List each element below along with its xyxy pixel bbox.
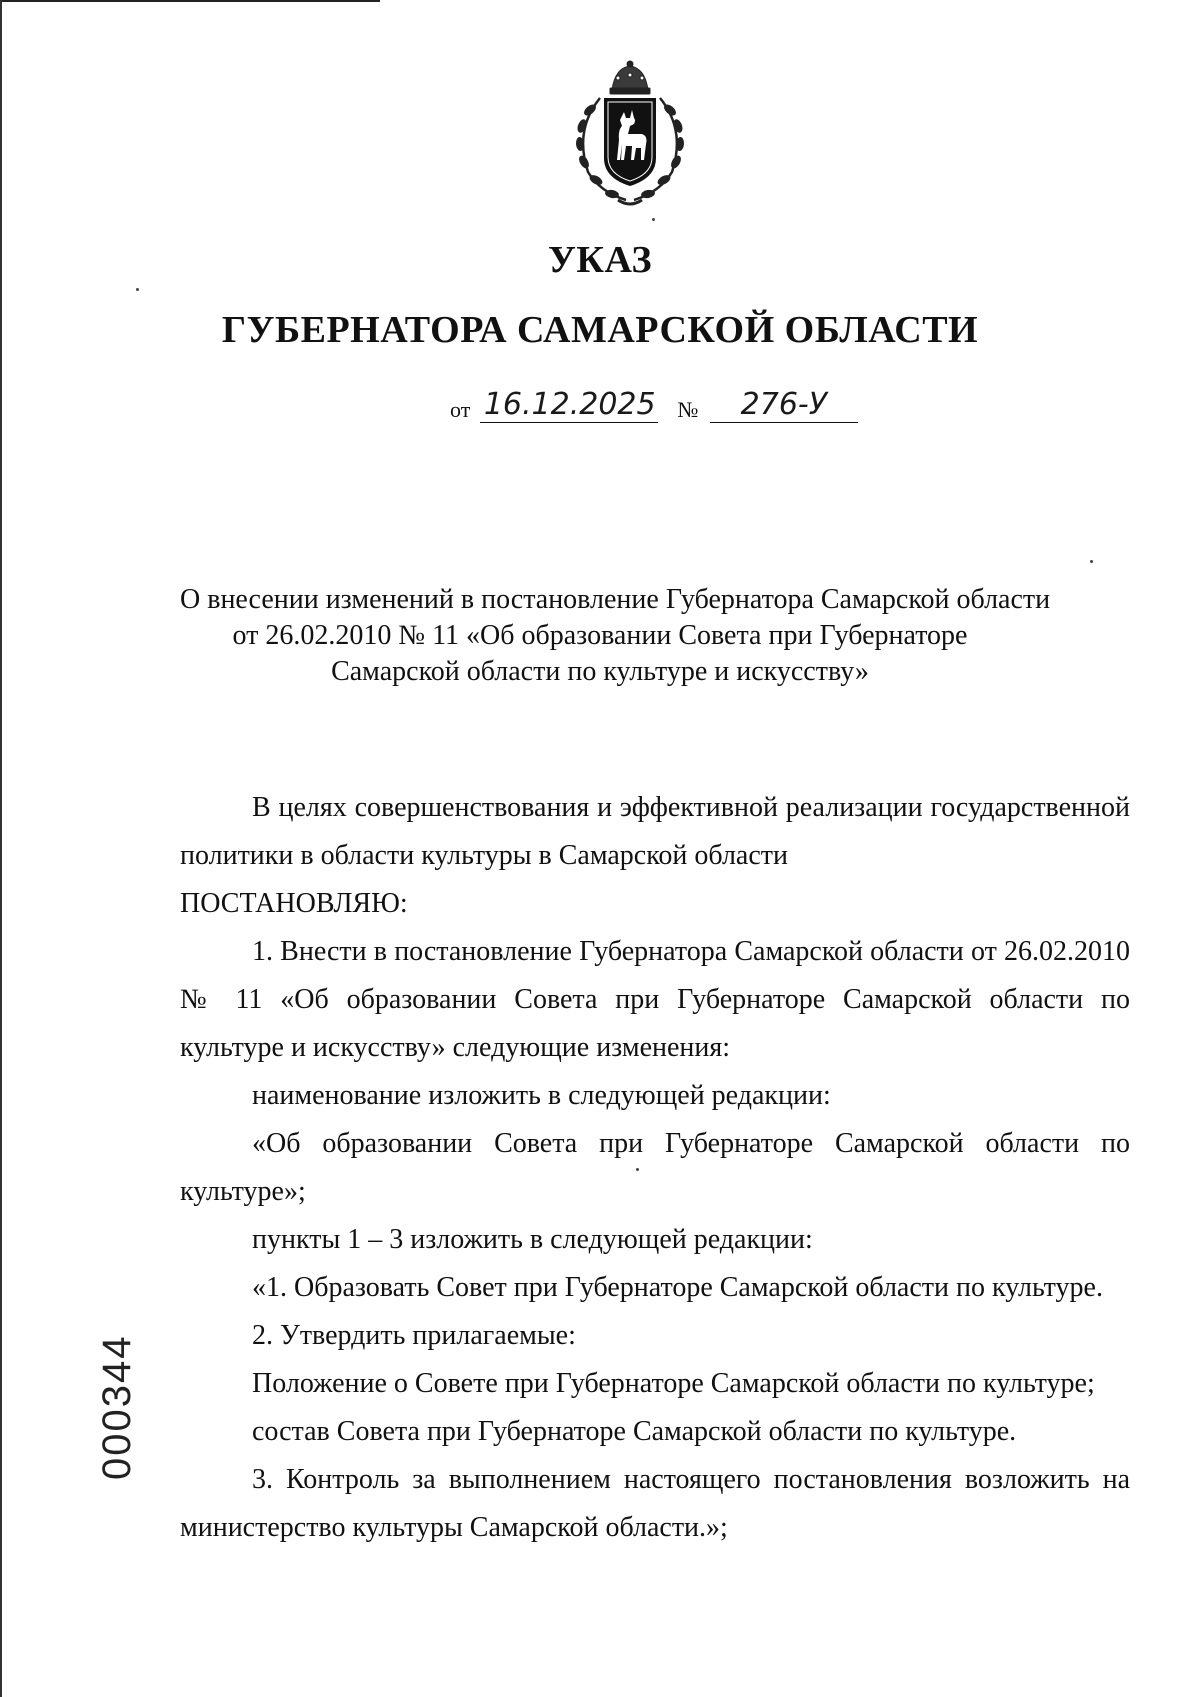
naming-text: «Об образовании Совета при Губернаторе Самарской области по культуре»;: [180, 1128, 1130, 1207]
scan-speck: [652, 218, 655, 221]
coat-of-arms-emblem: [560, 60, 700, 210]
points-intro: пункты 1 – 3 изложить в следующей редакции:: [252, 1224, 813, 1255]
subject-line: О внесении изменений в постановление Губернатора Самарской области: [180, 584, 1051, 615]
date-number-line: [450, 388, 858, 423]
handwritten-number: 276-У: [710, 388, 858, 423]
handwritten-date: 16.12.2025: [480, 388, 658, 423]
document-body: [180, 784, 1130, 1552]
point-2-item-composition: состав Совета при Губернаторе Самарской области по культуре.: [252, 1416, 1017, 1447]
issuer-title: ГУБЕРНАТОРА САМАРСКОЙ ОБЛАСТИ: [221, 309, 979, 351]
document-subject: [180, 582, 1051, 690]
number-label: №: [677, 397, 699, 422]
scan-speck: [136, 288, 139, 291]
naming-intro: наименование изложить в следующей редакции:: [252, 1080, 831, 1111]
item-1-paragraph: 1. Внести в постановление Губернатора Самарской области от 26.02.2010 № 11 «Об образовании Совета при Губернаторе Самарской области по культуре и искусству» следующие изменения:: [180, 936, 1130, 1063]
subject-line: от 26.02.2010 № 11 «Об образовании Совета при Губернаторе: [232, 620, 968, 651]
scan-speck: [1090, 560, 1093, 563]
decree-word: ПОСТАНОВЛЯЮ:: [180, 888, 408, 919]
preamble-paragraph: В целях совершенствования и эффективной реализации государственной политики в области культуры в Самарской области: [180, 792, 1130, 871]
point-3: 3. Контроль за выполнением настоящего постановления возложить на министерство культуры Самарской области.»;: [180, 1464, 1130, 1543]
date-label: от: [450, 397, 471, 422]
scan-edge-top: [0, 0, 380, 2]
point-1: «1. Образовать Совет при Губернаторе Самарской области по культуре.: [252, 1272, 1103, 1303]
document-title: УКАЗ: [548, 239, 652, 281]
margin-serial-number: 000344: [95, 1334, 139, 1480]
point-2-item-regulation: Положение о Совете при Губернаторе Самарской области по культуре;: [252, 1368, 1095, 1399]
subject-line: Самарской области по культуре и искусству»: [331, 656, 869, 687]
crown-icon: [610, 61, 650, 94]
point-2: 2. Утвердить прилагаемые:: [252, 1320, 576, 1351]
